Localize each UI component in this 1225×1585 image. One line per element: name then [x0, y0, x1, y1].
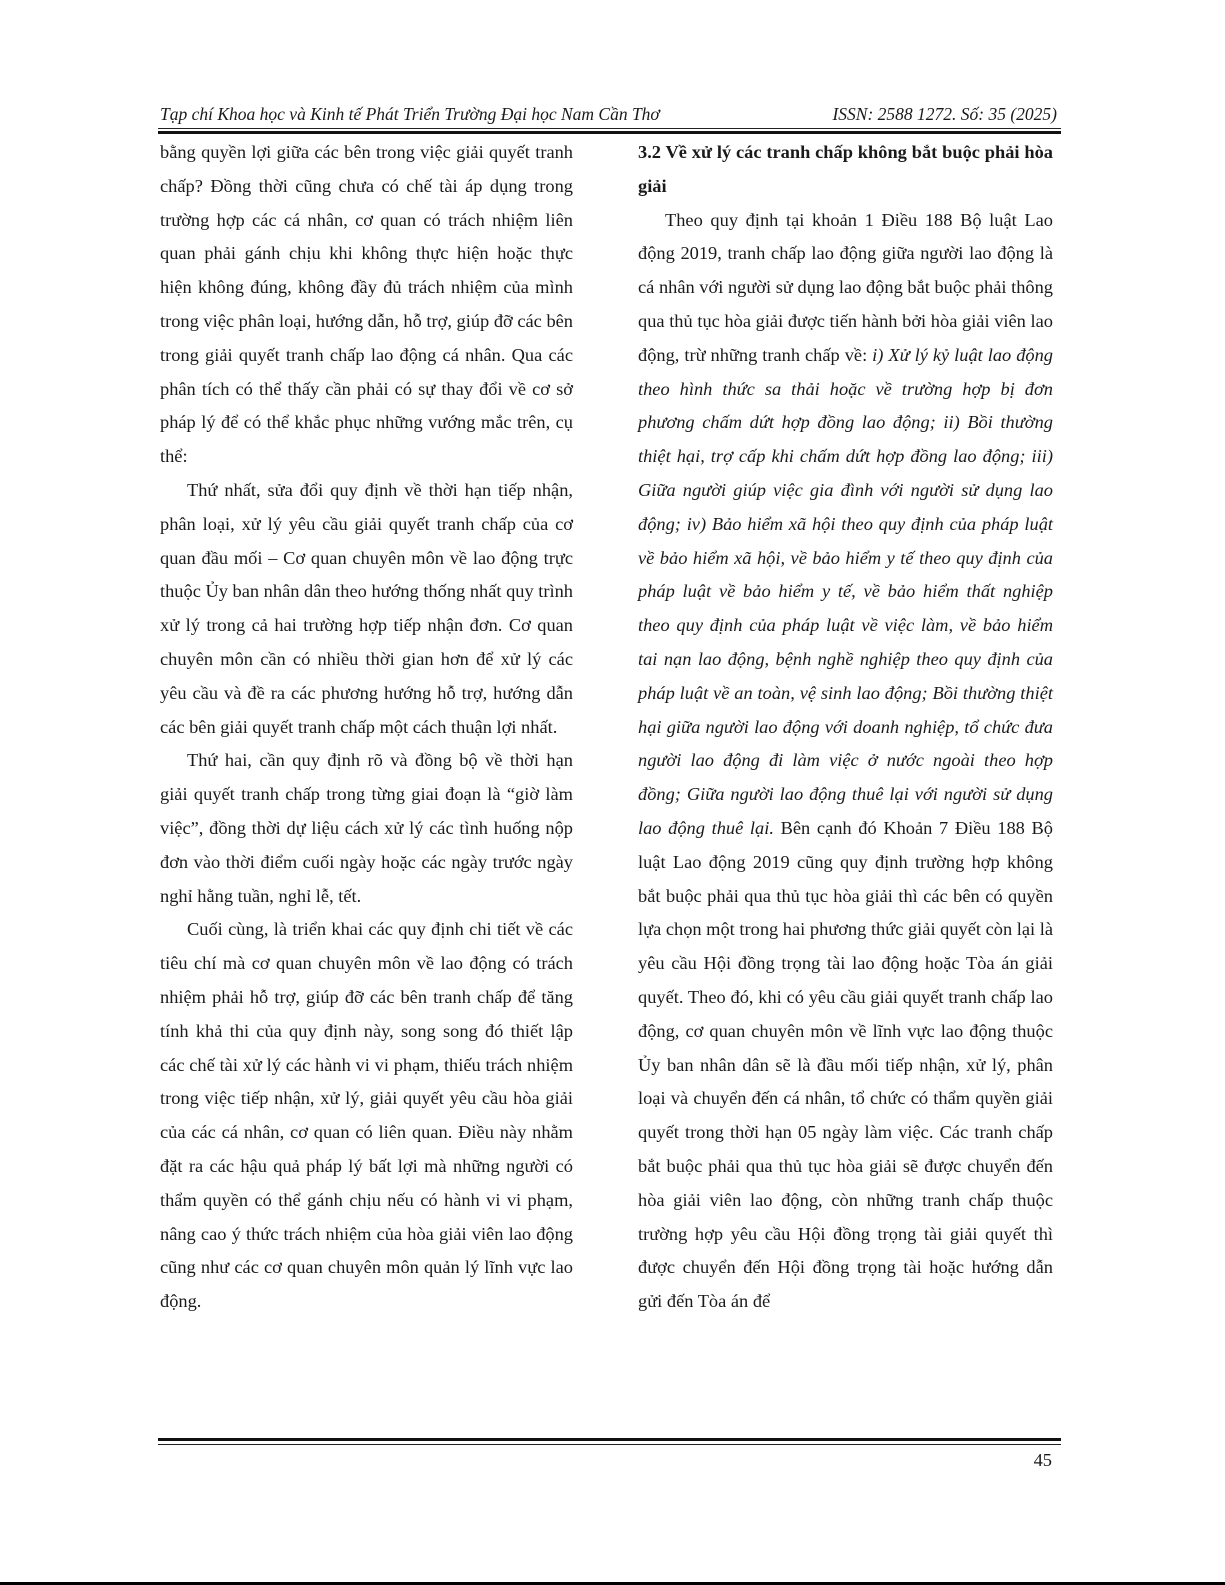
issn-issue: ISSN: 2588 1272. Số: 35 (2025) [832, 104, 1057, 124]
left-paragraph-1: bằng quyền lợi giữa các bên trong việc giải quyết tranh chấp? Đồng thời cũng chưa có chế tài áp dụng trong trường hợp các cá nhân, cơ quan có trách nhiệm liên quan phải gánh chịu khi không thực hiện hoặc thực hiện không đúng, không đầy đủ trách nhiệm của mình trong việc phân loại, hướng dẫn, hỗ trợ, giúp đỡ các bên trong giải quyết tranh chấp lao động cá nhân. Qua các phân tích có thể thấy cần phải có sự thay đổi về cơ sở pháp lý để có thể khắc phục những vướng mắc trên, cụ thể: [160, 142, 573, 467]
right-paragraph-1 [638, 204, 1053, 1319]
section-heading: 3.2 Về xử lý các tranh chấp không bắt buộc phải hòa giải [638, 142, 1053, 196]
left-paragraph-2: Thứ nhất, sửa đổi quy định về thời hạn tiếp nhận, phân loại, xử lý yêu cầu giải quyết tranh chấp của cơ quan đầu mối – Cơ quan chuyên môn về lao động trực thuộc Ủy ban nhân dân theo hướng thống nhất quy trình xử lý trong cả hai trường hợp tiếp nhận đơn. Cơ quan chuyên môn cần có nhiều thời gian hơn để xử lý các yêu cầu và đề ra các phương hướng hỗ trợ, hướng dẫn các bên giải quyết tranh chấp một cách thuận lợi nhất. [160, 479, 573, 737]
left-column [160, 136, 573, 1319]
paragraph-tail-text: Bên cạnh đó Khoản 7 Điều 188 Bộ luật Lao động 2019 cũng quy định trường hợp không bắt buộc phải qua thủ tục hòa giải thì các bên có quyền lựa chọn một trong hai phương thức giải quyết còn lại là yêu cầu Hội đồng trọng tài lao động hoặc Tòa án giải quyết. Theo đó, khi có yêu cầu giải quyết tranh chấp lao động, cơ quan chuyên môn về lĩnh vực lao động thuộc Ủy ban nhân dân sẽ là đầu mối tiếp nhận, xử lý, phân loại và chuyển đến cá nhân, tổ chức có thẩm quyền giải quyết trong thời hạn 05 ngày làm việc. Các tranh chấp bắt buộc phải qua thủ tục hòa giải sẽ được chuyển đến hòa giải viên lao động, còn những tranh chấp thuộc trường hợp yêu cầu Hội đồng trọng tài giải quyết thì được chuyển đến Hội đồng trọng tài hoặc hướng dẫn gửi đến Tòa án để [638, 817, 1054, 1312]
left-paragraph-3: Thứ hai, cần quy định rõ và đồng bộ về thời hạn giải quyết tranh chấp trong từng giai đoạn là “giờ làm việc”, đồng thời dự liệu cách xử lý các tình huống nộp đơn vào thời điểm cuối ngày hoặc các ngày trước ngày nghỉ hằng tuần, nghỉ lễ, tết. [160, 750, 573, 906]
left-paragraph-4: Cuối cùng, là triển khai các quy định chi tiết về các tiêu chí mà cơ quan chuyên môn về lao động có trách nhiệm phải hỗ trợ, giúp đỡ các bên tranh chấp để tăng tính khả thi của quy định này, song song đó thiết lập các chế tài xử lý các hành vi vi phạm, thiếu trách nhiệm trong việc tiếp nhận, xử lý, giải quyết yêu cầu hòa giải của các cá nhân, cơ quan có liên quan. Điều này nhằm đặt ra các hậu quả pháp lý bất lợi mà những người có thẩm quyền có thể gánh chịu nếu có hành vi vi phạm, nâng cao ý thức trách nhiệm của hòa giải viên lao động cũng như các cơ quan chuyên môn quản lý lĩnh vực lao động. [160, 919, 573, 1312]
running-header [158, 100, 1061, 128]
journal-title: Tạp chí Khoa học và Kinh tế Phát Triển Trường Đại học Nam Cần Thơ [160, 104, 660, 124]
footer-rule-thin [158, 1444, 1061, 1445]
header-rule-thick [158, 131, 1061, 134]
right-column [638, 136, 1053, 1319]
footer-rule-thick [158, 1438, 1061, 1441]
exceptions-list-italic: i) Xử lý kỷ luật lao động theo hình thức sa thải hoặc về trường hợp bị đơn phương chấm dứt hợp đồng lao động; ii) Bồi thường thiệt hại, trợ cấp khi chấm dứt hợp đồng lao động; iii) Giữa người giúp việc gia đình với người sử dụng lao động; iv) Bảo hiểm xã hội theo quy định của pháp luật về bảo hiểm xã hội, về bảo hiểm y tế theo quy định của pháp luật về bảo hiểm y tế, về bảo hiểm thất nghiệp theo quy định của pháp luật về việc làm, về bảo hiểm tai nạn lao động, bệnh nghề nghiệp theo quy định của pháp luật về an toàn, vệ sinh lao động; Bồi thường thiệt hại giữa người lao động với doanh nghiệp, tổ chức đưa người lao động đi làm việc ở nước ngoài theo hợp đồng; Giữa người lao động thuê lại với người sử dụng lao động thuê lại. [638, 344, 1053, 838]
paragraph-lead-text: Theo quy định tại khoản 1 Điều 188 Bộ luật Lao động 2019, tranh chấp lao động giữa người lao động là cá nhân với người sử dụng lao động bắt buộc phải thông qua thủ tục hòa giải được tiến hành bởi hòa giải viên lao động, trừ những tranh chấp về: [638, 209, 1053, 365]
header-rule-thin [158, 128, 1061, 129]
page-number: 45 [1033, 1450, 1052, 1470]
